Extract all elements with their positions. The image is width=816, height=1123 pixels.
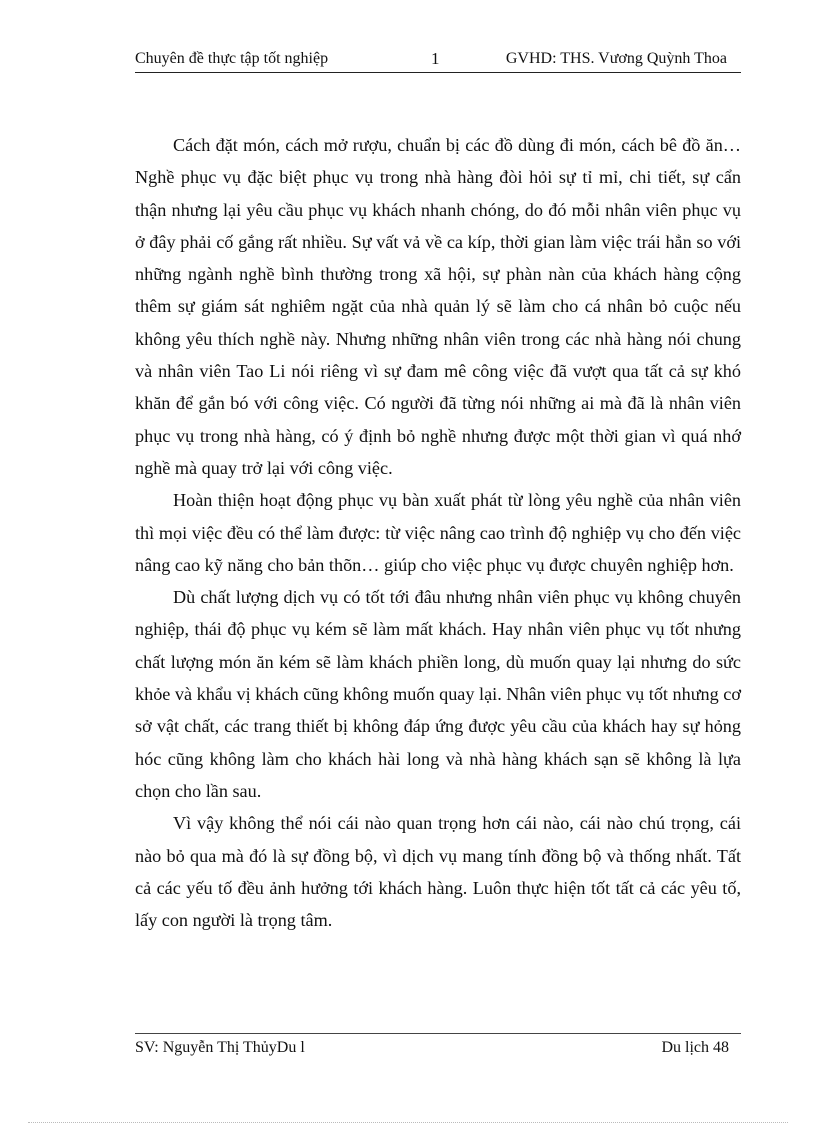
page-header bbox=[135, 46, 741, 73]
paragraph: Dù chất lượng dịch vụ có tốt tới đâu nhưng nhân viên phục vụ không chuyên nghiệp, thái độ phục vụ kém sẽ làm mất khách. Hay nhân viên phục vụ tốt nhưng chất lượng món ăn kém sẽ làm khách phiền long, dù muốn quay lại nhưng do sức khỏe và khẩu vị khách cũng không muốn quay lại. Nhân viên phục vụ tốt nhưng cơ sở vật chất, các trang thiết bị không đáp ứng được yêu cầu của khách hay sự hỏng hóc cũng không làm cho khách hài long và nhà hàng khách sạn sẽ không là lựa chọn cho lần sau. bbox=[135, 587, 741, 801]
paragraph: Vì vậy không thể nói cái nào quan trọng hơn cái nào, cái nào chú trọng, cái nào bỏ qua mà đó là sự đồng bộ, vì dịch vụ mang tính đồng bộ và thống nhất. Tất cả các yếu tố đều ảnh hưởng tới khách hàng. Luôn thực hiện tốt tất cả các yêu tố, lấy con người là trọng tâm. bbox=[135, 813, 741, 931]
class-name: Du lịch 48 bbox=[661, 1039, 729, 1056]
student-name: SV: Nguyễn Thị ThủyDu l bbox=[135, 1039, 305, 1056]
advisor-name: GVHD: THS. Vương Quỳnh Thoa bbox=[505, 50, 727, 67]
paragraph: Cách đặt món, cách mở rượu, chuẩn bị các đồ dùng đi món, cách bê đồ ăn… Nghề phục vụ đặc biệt phục vụ trong nhà hàng đòi hỏi sự tỉ mỉ, chi tiết, sự cẩn thận nhưng lại yêu cầu phục vụ khách nhanh chóng, do đó mỗi nhân viên phục vụ ở đây phải cố gắng rất nhiều. Sự vất vả về ca kíp, thời gian làm việc trái hẳn so với những ngành nghề bình thường trong xã hội, sự phàn nàn của khách hàng cộng thêm sự giám sát nghiêm ngặt của nhà quản lý sẽ làm cho cá nhân bỏ cuộc nếu không yêu thích nghề này. Nhưng những nhân viên trong các nhà hàng nói chung và nhân viên Tao Li nói riêng vì sự đam mê công việc đã vượt qua tất cả sự khó khăn để gắn bó với công việc. Có người đã từng nói những ai mà đã là nhân viên phục vụ trong nhà hàng, có ý định bỏ nghề nhưng được một thời gian vì quá nhớ nghề mà quay trở lại với công việc. bbox=[135, 135, 741, 478]
page-body bbox=[135, 129, 741, 936]
page-footer bbox=[135, 1033, 741, 1056]
paragraph: Hoàn thiện hoạt động phục vụ bàn xuất phát từ lòng yêu nghề của nhân viên thì mọi việc đều có thể làm được: từ việc nâng cao trình độ nghiệp vụ cho đến việc nâng cao kỹ năng cho bản thõn… giúp cho việc phục vụ được chuyên nghiệp hơn. bbox=[135, 490, 741, 575]
report-title: Chuyên đề thực tập tốt nghiệp bbox=[135, 50, 329, 67]
page-number: 1 bbox=[431, 49, 440, 68]
